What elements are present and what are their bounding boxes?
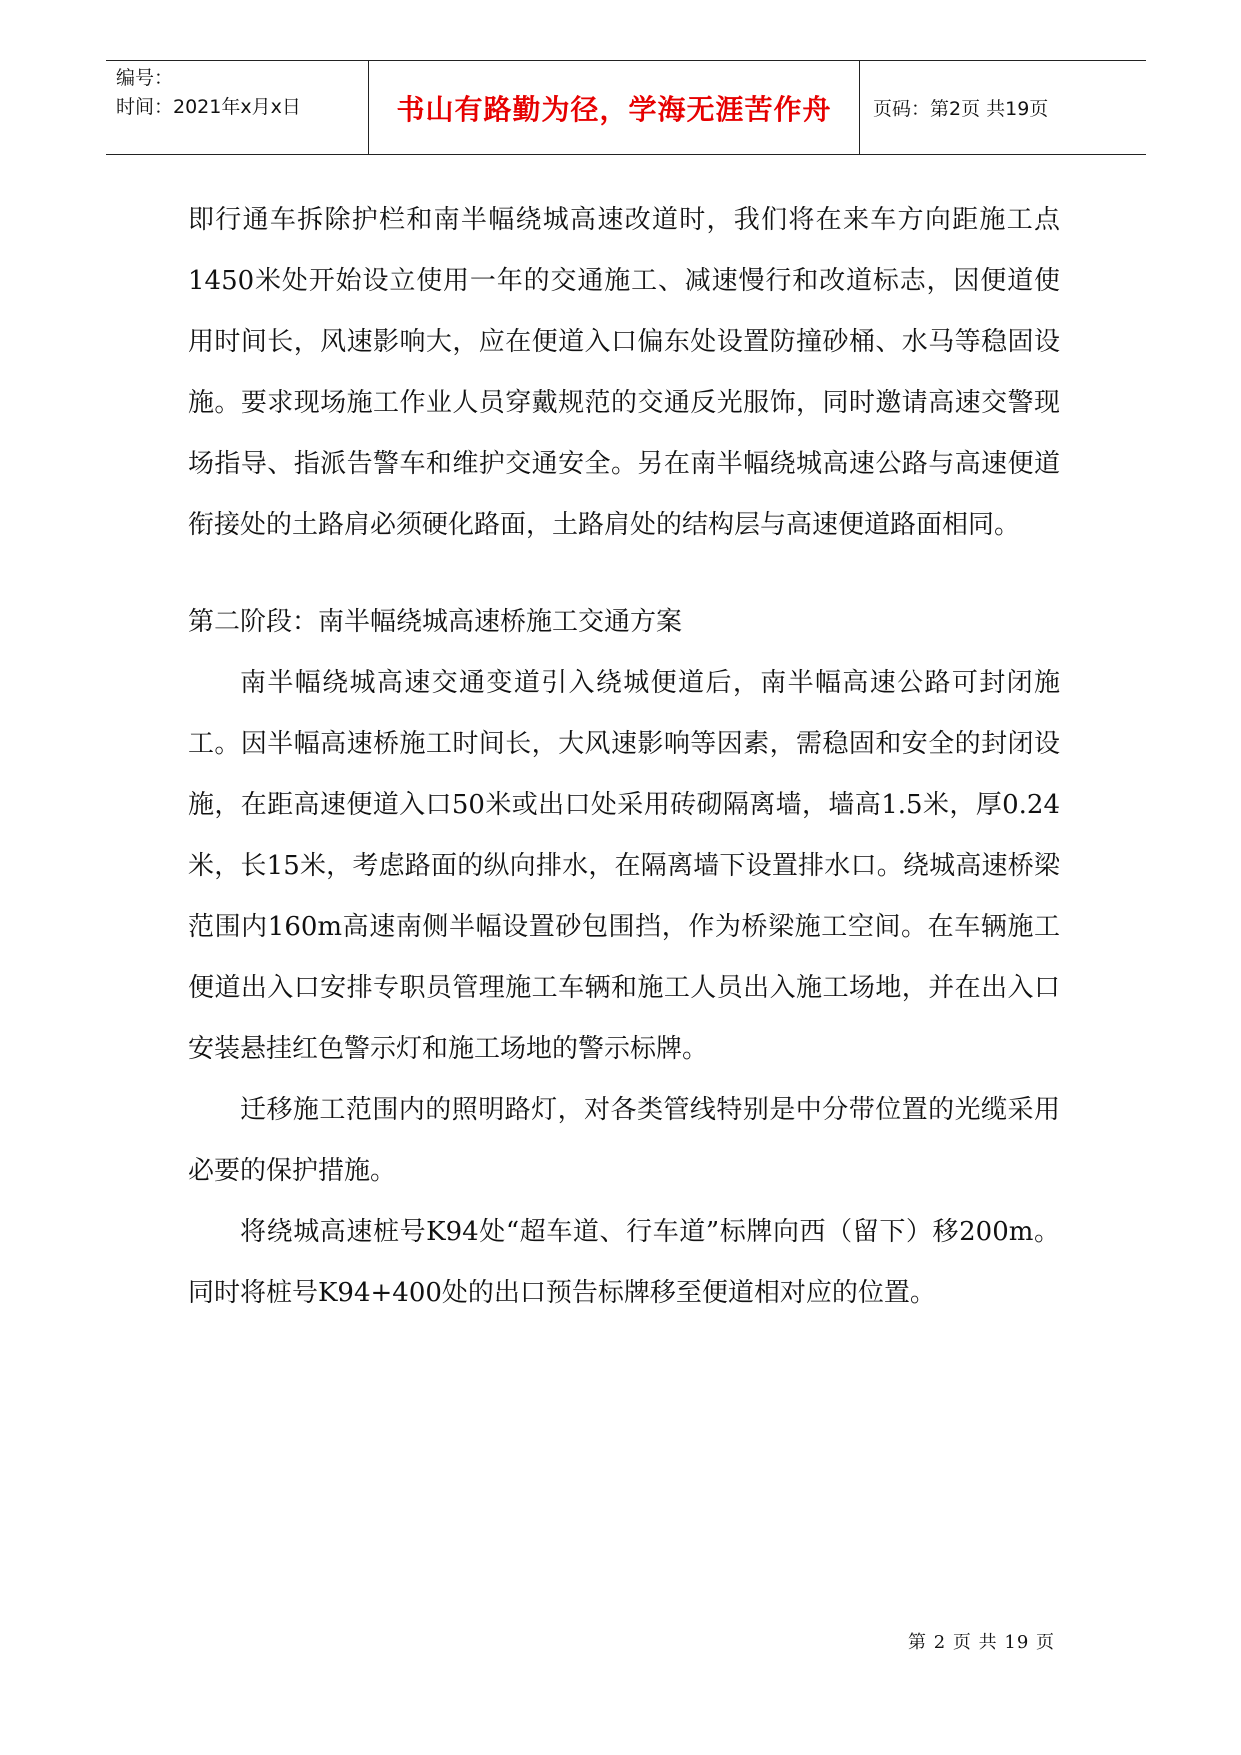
paragraph-gap <box>188 556 1060 592</box>
body-paragraph-2: 南半幅绕城高速交通变道引入绕城便道后，南半幅高速公路可封闭施工。因半幅高速桥施工时间长，大风速影响等因素，需稳固和安全的封闭设施，在距高速便道入口50米或出口处采用砖砌隔离墙，墙高1.5米，厚0.24米，长15米，考虑路面的纵向排水，在隔离墙下设置排水口。绕城高速桥梁范围内160m高速南侧半幅设置砂包围挡，作为桥梁施工空间。在车辆施工便道出入口安排专职员管理施工车辆和施工人员出入施工场地，并在出入口安装悬挂红色警示灯和施工场地的警示标牌。 <box>188 668 1060 1064</box>
page-footer: 第 2 页 共 19 页 <box>908 1632 1055 1653</box>
document-time-label: 时间：2021年x月x日 <box>116 96 301 118</box>
header-page-cell <box>860 61 1146 154</box>
body-paragraph-1: 即行通车拆除护栏和南半幅绕城高速改道时，我们将在来车方向距施工点1450米处开始设立使用一年的交通施工、减速慢行和改道标志，因便道使用时间长，风速影响大，应在便道入口偏东处设置防撞砂桶、水马等稳固设施。要求现场施工作业人员穿戴规范的交通反光服饰，同时邀请高速交警现场指导、指派告警车和维护交通安全。另在南半幅绕城高速公路与高速便道衔接处的土路肩必须硬化路面，土路肩处的结构层与高速便道路面相同。 <box>188 205 1060 540</box>
document-number-label: 编号： <box>116 67 174 89</box>
header-page-label: 页码：第2页 共19页 <box>873 98 1049 120</box>
page-header <box>106 60 1146 155</box>
header-motto-cell <box>369 61 860 154</box>
header-motto: 书山有路勤为径，学海无涯苦作舟 <box>396 92 832 126</box>
body-paragraph-4: 将绕城高速桩号K94处“超车道、行车道”标牌向西（留下）移200m。同时将桩号K94+400处的出口预告标牌移至便道相对应的位置。 <box>188 1217 1060 1308</box>
section-heading: 第二阶段：南半幅绕城高速桥施工交通方案 <box>188 607 683 637</box>
body-paragraph-3: 迁移施工范围内的照明路灯，对各类管线特别是中分带位置的光缆采用必要的保护措施。 <box>188 1095 1060 1186</box>
document-body <box>188 190 1060 1324</box>
header-meta-cell <box>106 61 369 154</box>
